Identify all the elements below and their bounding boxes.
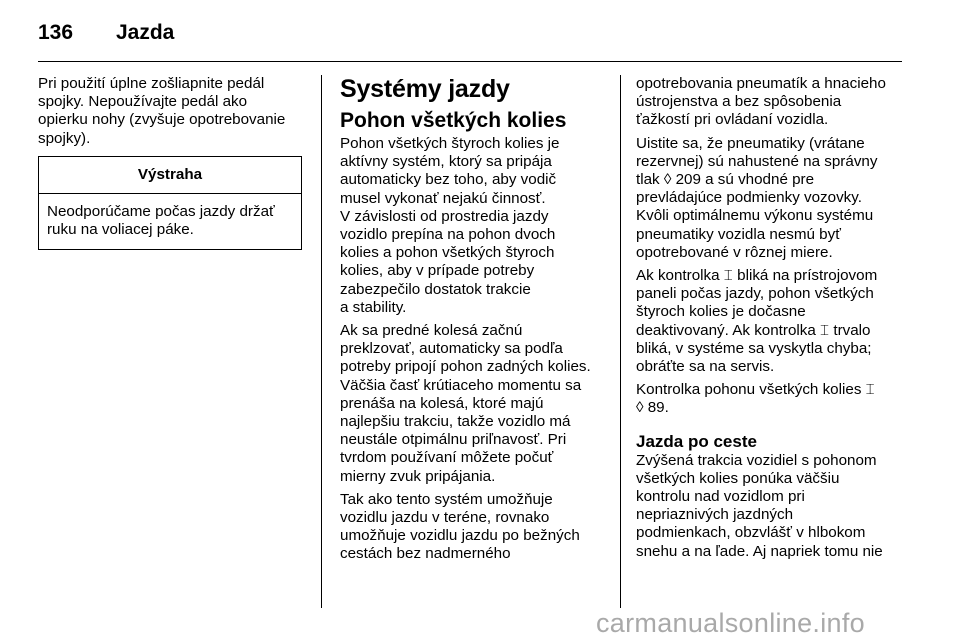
road-driving-heading: Jazda po ceste <box>636 431 757 451</box>
page-header <box>38 18 174 48</box>
chapter-title: Jazda <box>116 21 175 44</box>
warning-box <box>38 156 302 251</box>
right-column <box>636 75 911 566</box>
subsection-heading: Pohon všetkých kolies <box>340 109 567 132</box>
watermark: carmanualsonline.info <box>596 608 865 638</box>
warning-text: Neodporúčame počas jazdy držať ruku na voliacej páke. <box>47 203 275 239</box>
wear-paragraph: opotrebovania pneumatík a hnacieho ústrojenstva a bez spôsobenia ťažkostí pri ovládaní vozidla. <box>636 75 886 129</box>
section-heading: Systémy jazdy <box>340 75 510 103</box>
slip-paragraph: Ak sa predné kolesá začnú preklzovať, automaticky sa podľa potreby pripojí pohon zadných kolies. Väčšia časť krútiaceho momentu sa prenáša na kolesá, ktoré majú najlepšiu trakciu, takže vozidlo má neustále otpimálnu priľnavosť. Pri tvrdom používaní môžete počuť mierny zvuk pripájania. <box>340 322 591 485</box>
header-divider <box>38 61 902 62</box>
left-column <box>38 75 306 250</box>
column-divider <box>321 75 322 608</box>
middle-column <box>340 75 608 569</box>
offroad-paragraph: Tak ako tento systém umožňuje vozidlu jazdu v teréne, rovnako umožňuje vozidlu jazdu po bežných cestách bez nadmerného <box>340 490 580 563</box>
road-driving-paragraph: Zvýšená trakcia vozidiel s pohonom všetkých kolies ponúka väčšiu kontrolu nad vozidlom pri nepriaznivých jazdných podmienkach, obzvlášť v hlbokom snehu a na ľade. Aj napriek tomu nie <box>636 451 883 560</box>
clutch-paragraph: Pri použití úplne zošliapnite pedál spojky. Nepoužívajte pedál ako opierku nohy (zvyšuje opotrebovanie spojky). <box>38 75 286 147</box>
warning-light-paragraph: Ak kontrolka ⌶ bliká na prístrojovom paneli počas jazdy, pohon všetkých štyroch kolies je dočasne deaktivovaný. Ak kontrolka ⌶ trvalo bliká, v systéme sa vyskytla chyba; obráťte sa na servis. <box>636 267 878 376</box>
tire-paragraph: Uistite sa, že pneumatiky (vrátane rezervnej) sú nahustené na správny tlak ◊ 209 a sú vhodné pre prevládajúce podmienky vozovky. Kvôli optimálnemu výkonu systému pneumatiky vozidla nesmú byť opotrebované v rôznej miere. <box>636 134 878 261</box>
indicator-reference-paragraph: Kontrolka pohonu všetkých kolies ⌶ ◊ 89. <box>636 381 875 417</box>
warning-title: Výstraha <box>39 157 301 194</box>
page-number: 136 <box>38 21 74 44</box>
awd-intro-paragraph: Pohon všetkých štyroch kolies je aktívny systém, ktorý sa pripája automaticky bez toho, aby vodič musel vykonať nejakú činnosť. V závislosti od prostredia jazdy vozidlo prepína na pohon dvoch kolies a pohon všetkých štyroch kolies, aby v prípade potreby zabezpečilo dostatok trakcie a stability. <box>340 135 560 316</box>
column-divider <box>620 75 621 608</box>
